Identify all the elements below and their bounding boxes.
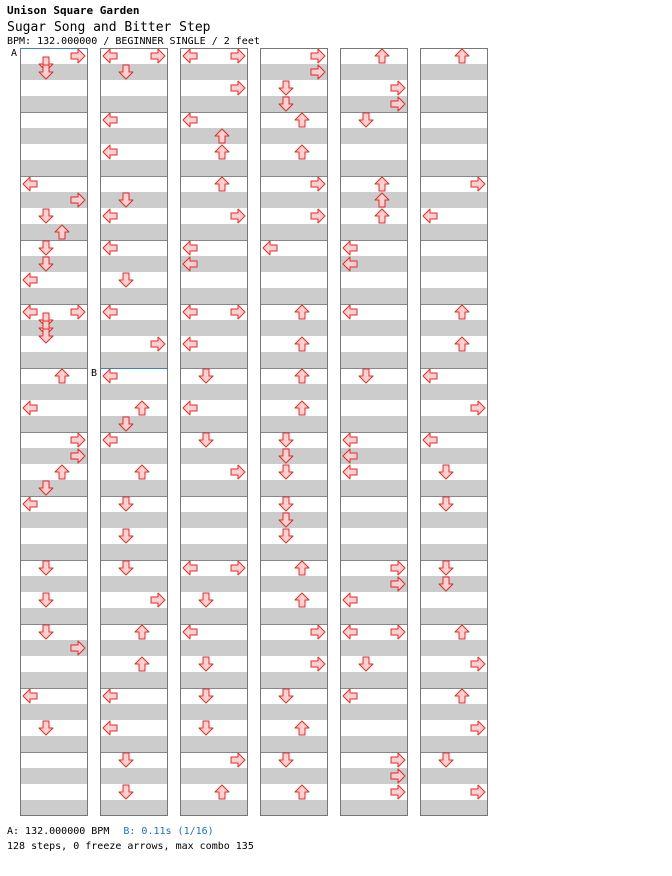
down-arrow-icon	[39, 593, 53, 607]
beat-stripe	[20, 64, 88, 80]
down-arrow-icon	[359, 657, 373, 671]
beat-stripe	[180, 160, 248, 176]
beat-stripe	[100, 288, 168, 304]
beat-stripe	[420, 64, 488, 80]
right-arrow-icon	[231, 561, 245, 575]
beat-stripe	[420, 352, 488, 368]
left-arrow-icon	[23, 305, 37, 319]
beat-stripe	[260, 800, 328, 816]
down-arrow-icon	[39, 561, 53, 575]
up-arrow-icon	[455, 305, 469, 319]
beat-stripe	[260, 704, 328, 720]
beat-stripe	[180, 640, 248, 656]
beat-stripe	[100, 576, 168, 592]
down-arrow-icon	[39, 241, 53, 255]
left-arrow-icon	[343, 465, 357, 479]
beat-stripe	[420, 576, 488, 592]
beat-stripe	[180, 512, 248, 528]
beat-stripe	[20, 512, 88, 528]
left-arrow-icon	[23, 177, 37, 191]
right-arrow-icon	[231, 49, 245, 63]
beat-stripe	[260, 640, 328, 656]
beat-stripe	[340, 320, 408, 336]
up-arrow-icon	[375, 177, 389, 191]
beat-stripe	[340, 64, 408, 80]
right-arrow-icon	[231, 81, 245, 95]
beat-stripe	[180, 64, 248, 80]
beat-stripe	[420, 672, 488, 688]
left-arrow-icon	[183, 241, 197, 255]
beat-stripe	[180, 736, 248, 752]
left-arrow-icon	[343, 625, 357, 639]
down-arrow-icon	[119, 785, 133, 799]
step-stats: 128 steps, 0 freeze arrows, max combo 135	[7, 841, 254, 852]
right-arrow-icon	[471, 177, 485, 191]
up-arrow-icon	[295, 305, 309, 319]
down-arrow-icon	[359, 113, 373, 127]
left-arrow-icon	[103, 433, 117, 447]
beat-stripe	[100, 480, 168, 496]
beat-stripe	[100, 704, 168, 720]
up-arrow-icon	[135, 625, 149, 639]
beat-stripe	[340, 704, 408, 720]
right-arrow-icon	[151, 49, 165, 63]
down-arrow-icon	[279, 81, 293, 95]
beat-stripe	[20, 768, 88, 784]
right-arrow-icon	[231, 209, 245, 223]
beat-stripe	[180, 768, 248, 784]
beat-stripe	[260, 448, 328, 464]
down-arrow-icon	[279, 433, 293, 447]
beat-stripe	[100, 256, 168, 272]
beat-stripe	[100, 544, 168, 560]
beat-stripe	[420, 800, 488, 816]
beat-stripe	[420, 320, 488, 336]
down-arrow-icon	[119, 753, 133, 767]
up-arrow-icon	[455, 689, 469, 703]
up-arrow-icon	[215, 785, 229, 799]
right-arrow-icon	[391, 561, 405, 575]
left-arrow-icon	[423, 369, 437, 383]
beat-stripe	[260, 96, 328, 112]
down-arrow-icon	[439, 497, 453, 511]
beat-stripe	[180, 800, 248, 816]
beat-stripe	[260, 256, 328, 272]
song-title: Sugar Song and Bitter Step	[7, 20, 211, 35]
right-arrow-icon	[391, 81, 405, 95]
beat-stripe	[420, 704, 488, 720]
marker-label: B	[91, 368, 98, 379]
beat-stripe	[20, 128, 88, 144]
right-arrow-icon	[391, 785, 405, 799]
up-arrow-icon	[295, 593, 309, 607]
up-arrow-icon	[295, 785, 309, 799]
down-arrow-icon	[439, 465, 453, 479]
beat-stripe	[420, 640, 488, 656]
beat-stripe	[100, 672, 168, 688]
right-arrow-icon	[311, 49, 325, 63]
beat-stripe	[100, 128, 168, 144]
beat-stripe	[100, 736, 168, 752]
up-arrow-icon	[375, 49, 389, 63]
beat-stripe	[180, 128, 248, 144]
up-arrow-icon	[135, 465, 149, 479]
beat-stripe	[100, 416, 168, 432]
left-arrow-icon	[103, 369, 117, 383]
right-arrow-icon	[311, 657, 325, 671]
beat-stripe	[100, 608, 168, 624]
left-arrow-icon	[423, 433, 437, 447]
down-arrow-icon	[279, 753, 293, 767]
down-arrow-icon	[119, 561, 133, 575]
down-arrow-icon	[199, 369, 213, 383]
beat-stripe	[20, 160, 88, 176]
down-arrow-icon	[279, 497, 293, 511]
down-arrow-icon	[119, 273, 133, 287]
right-arrow-icon	[231, 753, 245, 767]
beat-stripe	[340, 736, 408, 752]
left-arrow-icon	[183, 401, 197, 415]
beat-stripe	[340, 672, 408, 688]
down-arrow-icon	[439, 561, 453, 575]
beat-stripe	[340, 512, 408, 528]
beat-stripe	[260, 608, 328, 624]
beat-stripe	[20, 384, 88, 400]
down-arrow-icon	[199, 593, 213, 607]
down-arrow-icon	[199, 657, 213, 671]
up-arrow-icon	[375, 209, 389, 223]
down-arrow-icon	[39, 625, 53, 639]
left-arrow-icon	[103, 721, 117, 735]
beat-stripe	[180, 320, 248, 336]
beat-stripe	[180, 544, 248, 560]
beat-stripe	[340, 800, 408, 816]
up-arrow-icon	[295, 145, 309, 159]
down-arrow-icon	[199, 433, 213, 447]
beat-stripe	[100, 448, 168, 464]
up-arrow-icon	[295, 337, 309, 351]
beat-stripe	[420, 128, 488, 144]
beat-stripe	[20, 480, 88, 496]
beat-stripe	[340, 352, 408, 368]
left-arrow-icon	[263, 241, 277, 255]
down-arrow-icon	[39, 209, 53, 223]
footer-line-1	[7, 826, 214, 837]
offset-legend: B: 0.11s (1/16)	[123, 826, 214, 837]
beat-stripe	[180, 96, 248, 112]
left-arrow-icon	[183, 337, 197, 351]
chart-info: BPM: 132.000000 / BEGINNER SINGLE / 2 feet	[7, 36, 260, 47]
beat-stripe	[20, 736, 88, 752]
beat-stripe	[100, 224, 168, 240]
song-artist: Unison Square Garden	[7, 4, 140, 17]
beat-stripe	[420, 480, 488, 496]
bpm-legend: A: 132.000000 BPM	[7, 826, 110, 837]
down-arrow-icon	[279, 689, 293, 703]
beat-stripe	[100, 640, 168, 656]
beat-stripe	[20, 352, 88, 368]
beat-stripe	[260, 192, 328, 208]
beat-stripe	[100, 512, 168, 528]
up-arrow-icon	[295, 721, 309, 735]
left-arrow-icon	[183, 625, 197, 639]
left-arrow-icon	[23, 689, 37, 703]
left-arrow-icon	[103, 145, 117, 159]
beat-stripe	[340, 224, 408, 240]
left-arrow-icon	[103, 689, 117, 703]
beat-stripe	[420, 384, 488, 400]
up-arrow-icon	[55, 465, 69, 479]
up-arrow-icon	[295, 401, 309, 415]
down-arrow-icon	[439, 753, 453, 767]
up-arrow-icon	[455, 625, 469, 639]
beat-stripe	[180, 608, 248, 624]
beat-stripe	[20, 320, 88, 336]
beat-stripe	[420, 224, 488, 240]
beat-stripe	[180, 352, 248, 368]
beat-stripe	[340, 288, 408, 304]
beat-stripe	[420, 160, 488, 176]
left-arrow-icon	[103, 49, 117, 63]
right-arrow-icon	[471, 785, 485, 799]
up-arrow-icon	[295, 113, 309, 127]
beat-stripe	[20, 800, 88, 816]
right-arrow-icon	[471, 657, 485, 671]
marker-label: A	[11, 48, 18, 59]
beat-stripe	[340, 480, 408, 496]
beat-stripe	[180, 448, 248, 464]
beat-stripe	[180, 576, 248, 592]
chart-column	[180, 49, 248, 817]
beat-stripe	[20, 704, 88, 720]
left-arrow-icon	[183, 49, 197, 63]
beat-stripe	[20, 96, 88, 112]
beat-stripe	[20, 224, 88, 240]
chart-column	[420, 49, 488, 817]
right-arrow-icon	[471, 401, 485, 415]
down-arrow-icon	[359, 369, 373, 383]
beat-stripe	[180, 480, 248, 496]
left-arrow-icon	[103, 241, 117, 255]
up-arrow-icon	[135, 401, 149, 415]
beat-stripe	[420, 192, 488, 208]
left-arrow-icon	[103, 209, 117, 223]
beat-stripe	[260, 736, 328, 752]
left-arrow-icon	[343, 241, 357, 255]
beat-stripe	[20, 608, 88, 624]
beat-stripe	[20, 672, 88, 688]
up-arrow-icon	[215, 177, 229, 191]
beat-stripe	[340, 544, 408, 560]
left-arrow-icon	[23, 273, 37, 287]
beat-stripe	[260, 352, 328, 368]
beat-stripe	[340, 192, 408, 208]
beat-stripe	[260, 416, 328, 432]
down-arrow-icon	[119, 497, 133, 511]
up-arrow-icon	[55, 369, 69, 383]
left-arrow-icon	[343, 305, 357, 319]
left-arrow-icon	[183, 305, 197, 319]
beat-stripe	[180, 704, 248, 720]
beat-stripe	[260, 224, 328, 240]
beat-stripe	[100, 320, 168, 336]
right-arrow-icon	[231, 305, 245, 319]
down-arrow-icon	[119, 529, 133, 543]
down-arrow-icon	[39, 721, 53, 735]
beat-stripe	[420, 256, 488, 272]
left-arrow-icon	[183, 113, 197, 127]
beat-stripe	[260, 768, 328, 784]
beat-stripe	[420, 544, 488, 560]
beat-stripe	[340, 128, 408, 144]
up-arrow-icon	[455, 337, 469, 351]
beat-stripe	[180, 192, 248, 208]
left-arrow-icon	[183, 561, 197, 575]
left-arrow-icon	[23, 497, 37, 511]
up-arrow-icon	[215, 145, 229, 159]
up-arrow-icon	[455, 49, 469, 63]
beat-stripe	[100, 352, 168, 368]
beat-stripe	[100, 800, 168, 816]
beat-stripe	[180, 384, 248, 400]
down-arrow-icon	[279, 465, 293, 479]
beat-stripe	[100, 768, 168, 784]
beat-stripe	[20, 288, 88, 304]
up-arrow-icon	[135, 657, 149, 671]
right-arrow-icon	[151, 593, 165, 607]
right-arrow-icon	[231, 465, 245, 479]
beat-stripe	[100, 160, 168, 176]
beat-stripe	[420, 512, 488, 528]
right-arrow-icon	[71, 49, 85, 63]
left-arrow-icon	[103, 113, 117, 127]
beat-stripe	[260, 128, 328, 144]
right-arrow-icon	[311, 209, 325, 223]
beat-stripe	[100, 384, 168, 400]
beat-stripe	[260, 160, 328, 176]
right-arrow-icon	[71, 305, 85, 319]
beat-stripe	[420, 448, 488, 464]
right-arrow-icon	[311, 625, 325, 639]
left-arrow-icon	[343, 593, 357, 607]
down-arrow-icon	[279, 529, 293, 543]
beat-stripe	[340, 640, 408, 656]
left-arrow-icon	[23, 401, 37, 415]
beat-stripe	[340, 384, 408, 400]
chart-column	[260, 49, 328, 817]
beat-stripe	[340, 160, 408, 176]
beat-stripe	[100, 192, 168, 208]
left-arrow-icon	[103, 305, 117, 319]
right-arrow-icon	[311, 177, 325, 191]
beat-stripe	[420, 288, 488, 304]
beat-stripe	[260, 320, 328, 336]
right-arrow-icon	[391, 625, 405, 639]
beat-stripe	[420, 608, 488, 624]
down-arrow-icon	[199, 689, 213, 703]
beat-stripe	[260, 512, 328, 528]
right-arrow-icon	[151, 337, 165, 351]
left-arrow-icon	[423, 209, 437, 223]
down-arrow-icon	[199, 721, 213, 735]
right-arrow-icon	[391, 753, 405, 767]
up-arrow-icon	[295, 369, 309, 383]
beat-stripe	[180, 672, 248, 688]
beat-stripe	[20, 256, 88, 272]
beat-stripe	[100, 96, 168, 112]
right-arrow-icon	[471, 721, 485, 735]
left-arrow-icon	[343, 433, 357, 447]
up-arrow-icon	[295, 561, 309, 575]
beat-stripe	[20, 416, 88, 432]
beat-stripe	[260, 544, 328, 560]
beat-stripe	[260, 384, 328, 400]
beat-stripe	[420, 416, 488, 432]
beat-stripe	[100, 64, 168, 80]
beat-stripe	[20, 544, 88, 560]
right-arrow-icon	[71, 433, 85, 447]
beat-stripe	[180, 288, 248, 304]
beat-stripe	[420, 736, 488, 752]
beat-stripe	[420, 96, 488, 112]
beat-stripe	[20, 576, 88, 592]
beat-stripe	[340, 608, 408, 624]
beat-stripe	[260, 288, 328, 304]
beat-stripe	[180, 224, 248, 240]
beat-stripe	[260, 576, 328, 592]
beat-stripe	[420, 768, 488, 784]
beat-stripe	[260, 672, 328, 688]
left-arrow-icon	[343, 689, 357, 703]
beat-stripe	[180, 416, 248, 432]
beat-stripe	[340, 416, 408, 432]
beat-stripe	[260, 480, 328, 496]
